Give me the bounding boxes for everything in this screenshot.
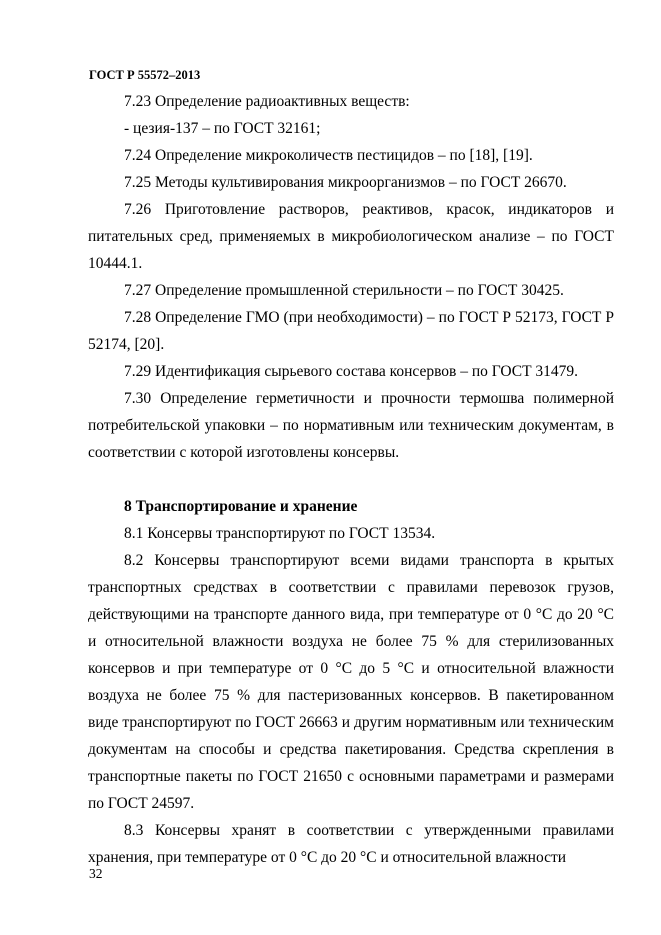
paragraph-7-30: 7.30 Определение герметичности и прочности термошва полимерной потребительской упаковки – по нормативным или техническим документам, в соответствии с которой изготовлены консервы. (88, 390, 614, 461)
document-body (88, 88, 614, 871)
paragraph-7-24: 7.24 Определение микроколичеств пестицидов – по [18], [19]. (124, 147, 533, 164)
paragraph-7-27: 7.27 Определение промышленной стерильности – по ГОСТ 30425. (124, 282, 564, 299)
paragraph-7-25: 7.25 Методы культивирования микроорганизмов – по ГОСТ 26670. (124, 174, 567, 191)
paragraph-8-1: 8.1 Консервы транспортируют по ГОСТ 13534. (124, 525, 436, 542)
paragraph-7-23: 7.23 Определение радиоактивных веществ: (124, 93, 410, 110)
paragraph-8-3: 8.3 Консервы хранят в соответствии с утвержденными правилами хранения, при температуре от 0 °С до 20 °С и относительной влажности (88, 822, 614, 866)
paragraph-7-29: 7.29 Идентификация сырьевого состава консервов – по ГОСТ 31479. (124, 363, 579, 380)
paragraph-8-2: 8.2 Консервы транспортируют всеми видами транспорта в крытых транспортных средствах в соответствии с правилами перевозок грузов, действующими на транспорте данного вида, при температуре от 0 °С до 20 °С и относительной влажности воздуха не более 75 % для стерилизованных консервов и при температуре от 0 °С до 5 °С и относительной влажности воздуха не более 75 % для пастеризованных консервов. В пакетированном виде транспортируют по ГОСТ 26663 и другим нормативным или техническим документам на способы и средства пакетирования. Средства скрепления в транспортные пакеты по ГОСТ 21650 с основными параметрами и размерами по ГОСТ 24597. (88, 552, 614, 812)
section-heading: 8 Транспортирование и хранение (124, 498, 358, 515)
paragraph-7-23-item: - цезия-137 – по ГОСТ 32161; (124, 120, 321, 137)
paragraph-7-26: 7.26 Приготовление растворов, реактивов, красок, индикаторов и питательных сред, применяемых в микробиологическом анализе – по ГОСТ 10444.1. (88, 201, 614, 272)
page-number: 32 (89, 866, 103, 881)
paragraph-7-28: 7.28 Определение ГМО (при необходимости) – по ГОСТ Р 52173, ГОСТ Р 52174, [20]. (88, 309, 614, 353)
document-header: ГОСТ Р 55572–2013 (89, 68, 201, 82)
